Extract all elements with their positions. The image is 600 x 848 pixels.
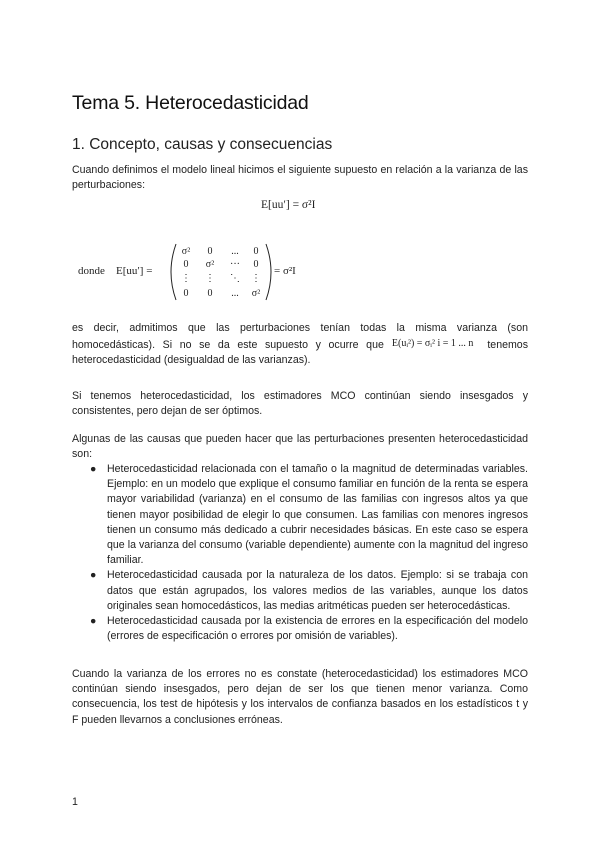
- consequence-paragraph: Si tenemos heterocedasticidad, los estimadores MCO continúan siendo insesgados y consistentes, pero dejan de ser óptimos.: [72, 390, 528, 418]
- matrix-cell: ...: [231, 246, 239, 257]
- matrix-rhs: = σ²I: [274, 265, 296, 277]
- causes-list: [88, 462, 528, 644]
- matrix-cell: σ²: [205, 259, 215, 270]
- causes-intro: Algunas de las causas que pueden hacer que las perturbaciones presenten heterocedasticidad son:: [72, 433, 528, 461]
- section-heading: 1. Concepto, causas y consecuencias: [72, 136, 333, 153]
- page-number: 1: [72, 796, 78, 808]
- matrix-cell: 0: [253, 259, 259, 270]
- list-item: [88, 568, 528, 614]
- equation-variance-assumption: E[uu′] = σ²I: [261, 199, 316, 211]
- matrix-cell: 0: [183, 288, 189, 299]
- matrix-cell: 0: [183, 259, 189, 270]
- list-item: [88, 462, 528, 568]
- matrix-cell: ⋮: [251, 273, 261, 284]
- right-parenthesis: [266, 244, 271, 300]
- list-item-text: Heterocedasticidad causada por la naturaleza de los datos. Ejemplo: si se trabaja con datos que están agrupados, los valores medios de las variables, aunque los datos originales sean homocedásticos, las medias aritméticas pueden ser heterocedásticas.: [107, 569, 528, 612]
- matrix-cell: σ²: [181, 246, 191, 257]
- matrix-cell: ···: [230, 259, 240, 270]
- conclusion-paragraph: Cuando la varianza de los errores no es constate (heterocedasticidad) los estimadores MCO continúan siendo insesgados, pero dejan de ser los que tienen menor varianza. Como consecuencia, los test de hipótesis y los intervalos de confianza basados en los estadísticos t y F pueden llevarnos a conclusiones erróneas.: [72, 668, 528, 726]
- matrix-cell: 0: [207, 288, 213, 299]
- list-item-text: Heterocedasticidad relacionada con el tamaño o la magnitud de determinadas variables. Ejemplo: en un modelo que explique el consumo familiar en función de la renta se espera mayor variabilidad (varianza) en el consumo de las familias con ingresos altos ya que tienen mayor posibilidad de elegir lo que consumen. Las familias con menores ingresos tienen un consumo más dedicado a cubrir necesidades básicas. En este caso se espera que la varianza del consumo (variable dependiente) aumente con la magnitud del ingreso familiar.: [107, 463, 528, 567]
- matrix-cell: 0: [207, 246, 213, 257]
- matrix-cell: σ²: [251, 288, 261, 299]
- matrix-cells: [181, 246, 261, 299]
- homoscedasticity-text-b: tenemos heterocedasticidad (desigualdad de las varianzas).: [72, 339, 528, 367]
- bullet-icon: ●: [90, 463, 97, 475]
- list-item-text: Heterocedasticidad causada por la existencia de errores en la especificación del modelo (errores de especificación o errores por omisión de variables).: [107, 615, 528, 643]
- matrix-label-donde: donde: [78, 265, 105, 277]
- matrix-cell: ⋮: [181, 273, 191, 284]
- matrix-lhs: E[uu′] =: [116, 265, 153, 277]
- page-title: Tema 5. Heterocedasticidad: [72, 92, 309, 114]
- inline-variance-equation: E(uᵢ²) = σᵢ² i = 1 ... n: [391, 338, 474, 350]
- equation-matrix: [78, 242, 318, 302]
- homoscedasticity-paragraph: [72, 321, 528, 369]
- left-parenthesis: [171, 244, 176, 300]
- matrix-cell: ⋮: [205, 273, 215, 284]
- matrix-cell: 0: [253, 246, 259, 257]
- matrix-cell: ...: [231, 288, 239, 299]
- bullet-icon: ●: [90, 569, 97, 582]
- bullet-icon: ●: [90, 615, 97, 628]
- matrix-cell: ⋱: [230, 273, 240, 284]
- intro-paragraph: Cuando definimos el modelo lineal hicimos el siguiente supuesto en relación a la varianza de las perturbaciones:: [72, 164, 528, 192]
- homoscedasticity-text-a: es decir, admitimos que las perturbaciones tenían todas la misma varianza (son homocedásticas). Si no se da este supuesto y ocurre que: [72, 322, 528, 352]
- list-item: [88, 614, 528, 644]
